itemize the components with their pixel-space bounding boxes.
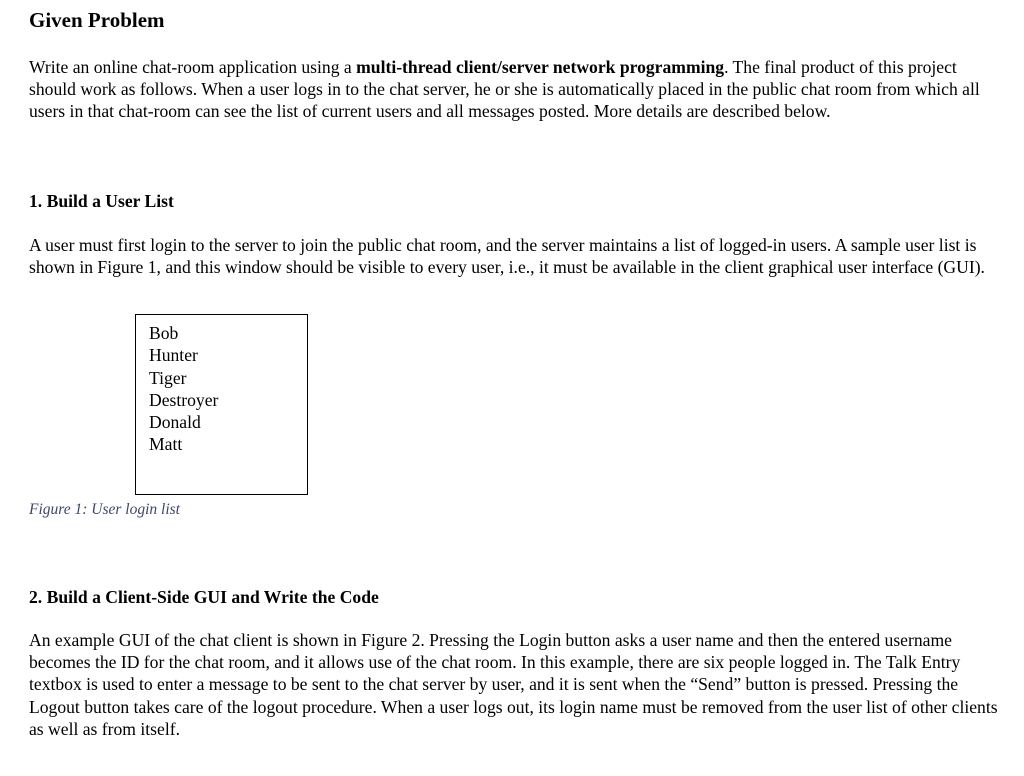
user-list-item: Tiger bbox=[149, 367, 187, 388]
user-list-item: Destroyer bbox=[149, 389, 219, 410]
section-1-paragraph: A user must first login to the server to join the public chat room, and the server maintains a list of logged-in users. A sample user list is shown in Figure 1, and this window should be visible to every user, i.e., it must be available in the client graphical user interface (GUI). bbox=[29, 235, 985, 278]
section-1-heading: 1. Build a User List bbox=[29, 191, 174, 211]
user-list-item: Hunter bbox=[149, 345, 198, 366]
intro-emphasis: multi-thread client/server network programming bbox=[356, 57, 725, 77]
figure-1-caption: Figure 1: User login list bbox=[29, 501, 180, 518]
intro-text-end: . The final product of this project should work as follows. When a user logs in to the chat server, he or she is automatically placed in the public chat room from which all users in that chat-room can see the list of current users and all messages posted. More details are described below. bbox=[29, 57, 980, 122]
user-list-item: Bob bbox=[149, 323, 179, 343]
user-login-list-figure bbox=[135, 314, 308, 495]
user-list-item: Matt bbox=[149, 434, 183, 455]
section-2-heading: 2. Build a Client-Side GUI and Write the Code bbox=[29, 587, 379, 607]
section-2-paragraph: An example GUI of the chat client is shown in Figure 2. Pressing the Login button asks a user name and then the entered username becomes the ID for the chat room, and it allows use of the chat room. In this example, there are six people logged in. The Talk Entry textbox is used to enter a message to be sent to the chat server by user, and it is sent when the “Send” button is pressed. Pressing the Logout button takes care of the logout procedure. When a user logs out, its login name must be removed from the user list of other clients as well as from itself. bbox=[29, 630, 998, 739]
intro-paragraph bbox=[29, 56, 1004, 123]
user-list-item: Donald bbox=[149, 412, 201, 433]
page-title: Given Problem bbox=[29, 8, 165, 32]
intro-text-start: Write an online chat-room application using a bbox=[29, 57, 357, 77]
